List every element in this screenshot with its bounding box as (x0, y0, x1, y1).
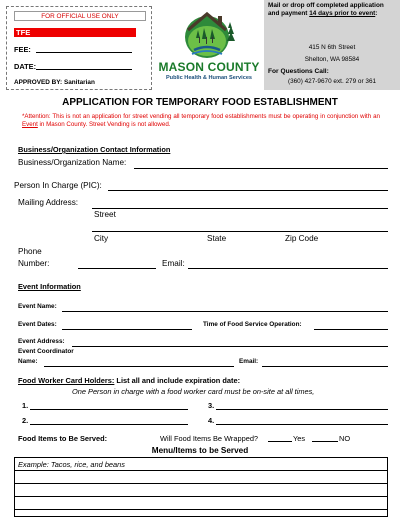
menu-row-line-4[interactable] (14, 509, 388, 510)
menu-row-line-2[interactable] (14, 483, 388, 484)
phone-label-1: Phone (18, 247, 42, 256)
wrapped-no-label: NO (339, 434, 351, 443)
menu-row-line-3[interactable] (14, 496, 388, 497)
workers-heading-rest: List all and include expiration date: (114, 376, 241, 385)
wrapped-yes-line[interactable] (268, 441, 292, 442)
coordinator-email-label: Email: (239, 358, 259, 365)
event-name-label: Event Name: (18, 303, 57, 310)
phone-label-2: Number: (18, 259, 50, 268)
date-line[interactable] (36, 69, 132, 70)
tfe-field-bar (14, 28, 136, 37)
form-title: APPLICATION FOR TEMPORARY FOOD ESTABLISHMENT (62, 97, 338, 108)
business-heading: Business/Organization Contact Information (18, 145, 171, 154)
pic-line[interactable] (108, 190, 388, 191)
business-name-label: Business/Organization Name: (18, 158, 127, 167)
questions-label: For Questions Call: (268, 68, 329, 75)
approved-by-label: APPROVED BY: Sanitarian (14, 79, 95, 86)
attention-notice (22, 113, 380, 129)
event-dates-line[interactable] (62, 329, 192, 330)
menu-heading: Menu/Items to be Served (151, 446, 249, 455)
event-heading: Event Information (18, 282, 81, 291)
coordinator-email-line[interactable] (262, 366, 388, 367)
food-items-label: Food Items to Be Served: (18, 434, 108, 443)
mail-intro-suffix: : (375, 10, 378, 18)
state-label: State (207, 234, 227, 243)
logo-title: MASON COUNTY (158, 60, 260, 74)
fee-label: FEE: (14, 45, 31, 54)
mail-deadline: 14 days prior to event (309, 10, 376, 18)
workers-heading (18, 376, 240, 385)
pic-label: Person In Charge (PIC): (14, 181, 102, 190)
event-dates-label: Event Dates: (18, 321, 57, 328)
questions-phone: (360) 427-9670 ext. 279 or 361 (287, 78, 377, 85)
worker-line-3[interactable] (216, 409, 388, 410)
phone-line[interactable] (78, 268, 156, 269)
worker-line-2[interactable] (30, 424, 188, 425)
tfe-label: TFE (16, 28, 31, 37)
attention-prefix: *Attention: (22, 113, 53, 120)
attention-end: in Mason County. Street Vending is not allowed. (37, 121, 171, 129)
date-label: DATE: (14, 62, 37, 71)
worker-item-1: 1. (22, 401, 29, 410)
event-name-line[interactable] (62, 311, 388, 312)
worker-item-2: 2. (22, 416, 29, 425)
worker-line-4[interactable] (216, 424, 388, 425)
menu-example: Example: Tacos, rice, and beans (18, 460, 125, 469)
worker-item-4: 4. (208, 416, 215, 425)
worker-item-3: 3. (208, 401, 215, 410)
city-label: City (94, 234, 109, 243)
worker-line-1[interactable] (30, 409, 188, 410)
street-label: Street (94, 210, 116, 219)
logo-subtitle: Public Health & Human Services (165, 75, 253, 81)
business-email-label: Email: (162, 259, 185, 268)
wrapped-no-line[interactable] (312, 441, 338, 442)
wrapped-question: Will Food Items Be Wrapped? (160, 434, 259, 443)
business-email-line[interactable] (188, 268, 388, 269)
mailing-address-label: Mailing Address: (18, 198, 79, 207)
coordinator-label-1: Event Coordinator (18, 348, 74, 355)
mail-intro-text: Mail or drop off completed application and payment (268, 2, 384, 18)
workers-note: One Person in charge with a food worker card must be on-site at all times, (72, 387, 315, 396)
fee-line[interactable] (36, 52, 132, 53)
zip-label: Zip Code (285, 234, 319, 243)
city-state-zip-line[interactable] (92, 231, 388, 232)
official-use-banner: FOR OFFICIAL USE ONLY (14, 11, 146, 21)
workers-heading-label: Food Worker Card Holders: (18, 376, 115, 385)
service-time-label: Time of Food Service Operation: (203, 321, 302, 328)
menu-row-line-1[interactable] (14, 470, 388, 471)
wrapped-yes-label: Yes (293, 434, 306, 443)
event-address-label: Event Address: (18, 338, 65, 345)
service-time-line[interactable] (314, 329, 388, 330)
mail-intro (268, 2, 396, 19)
coordinator-name-line[interactable] (44, 366, 234, 367)
mail-address-city: Shelton, WA 98584 (304, 56, 360, 63)
coordinator-label-2: Name: (18, 358, 38, 365)
business-name-line[interactable] (134, 168, 388, 169)
event-address-line[interactable] (72, 346, 388, 347)
mailing-address-line[interactable] (92, 208, 388, 209)
attention-text: This is not an application for street vending all temporary food establishments must be operating in conjunction with an (52, 113, 380, 120)
mason-county-logo-icon (174, 8, 240, 60)
mail-address-street: 415 N 6th Street (308, 44, 356, 51)
attention-event: Event (22, 121, 38, 129)
